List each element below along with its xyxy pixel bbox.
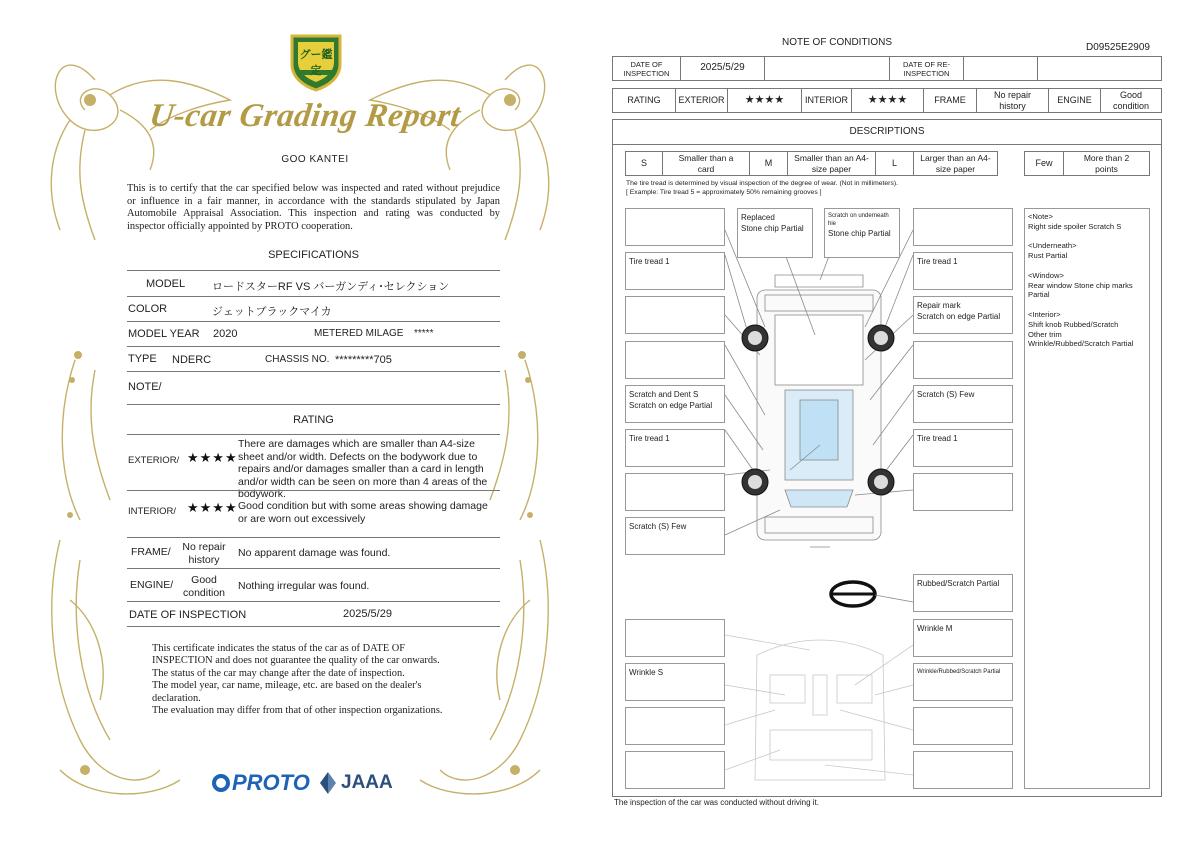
condition-box: Tire tread 1 <box>913 252 1013 290</box>
condition-box: Tire tread 1 <box>625 429 725 467</box>
date-of-reinspection-value <box>963 57 1037 80</box>
engine-label: ENGINE <box>1048 89 1100 112</box>
note-footer: The inspection of the car was conducted without driving it. <box>614 798 819 807</box>
condition-box <box>913 751 1013 789</box>
frame-description: No apparent damage was found. <box>238 547 391 559</box>
divider <box>127 296 500 297</box>
frame-value: No repair history <box>182 541 226 566</box>
legend-code: M <box>749 152 787 175</box>
divider <box>127 601 500 602</box>
chassis-label: CHASSIS NO. <box>265 354 330 365</box>
engine-label: ENGINE/ <box>130 579 174 591</box>
condition-box: Scratch (S) Few <box>913 385 1013 423</box>
condition-box: Repair mark Scratch on edge Partial <box>913 296 1013 334</box>
document-id: D09525E2909 <box>1086 42 1150 53</box>
badge-text: グー鑑定 <box>299 49 333 77</box>
condition-box: Replaced Stone chip Partial <box>737 208 813 258</box>
exterior-label: EXTERIOR/ <box>128 455 180 466</box>
jaaa-mark-icon <box>318 771 338 795</box>
frame-label: FRAME <box>923 89 976 112</box>
condition-box <box>625 473 725 511</box>
divider <box>127 537 500 538</box>
legend-code: S <box>640 158 647 169</box>
divider <box>127 626 500 627</box>
inspection-dates-row <box>612 56 1162 81</box>
legend-meaning: More than 2 points <box>1063 152 1149 175</box>
frame-value: No repair history <box>976 89 1048 112</box>
certificate-subtitle: GOO KANTEI <box>281 154 349 165</box>
proto-logo <box>212 770 310 796</box>
model-year-value: 2020 <box>213 328 238 340</box>
divider <box>612 144 1162 145</box>
divider <box>127 404 500 405</box>
divider <box>127 321 500 322</box>
metered-mileage-label: METERED MILAGE <box>314 328 404 339</box>
specifications-heading: SPECIFICATIONS <box>268 249 359 261</box>
exterior-description: There are damages which are smaller than A4-size sheet and/or width. Defects on the bodywork due to repairs and/or damages smaller than a card in length and/or width can be seen on more than 4 areas of the bodywork. <box>238 438 488 500</box>
legend-code: L <box>875 152 913 175</box>
disclaimer-line: The status of the car may change after the date of inspection. <box>152 667 405 679</box>
certificate-title: U-car Grading Report <box>147 98 463 134</box>
interior-description: Good condition but with some areas showing damage or are worn out excessively <box>238 500 488 525</box>
legend-meaning: Larger than an A4-size paper <box>913 152 997 175</box>
disclaimer-line: This certificate indicates the status of the car as of DATE OF <box>152 643 406 654</box>
condition-box <box>625 751 725 789</box>
condition-box <box>913 473 1013 511</box>
note-of-conditions <box>600 0 1200 848</box>
tire-note-example: [ Example: Tire tread 5 = approximately 50% remaining grooves ] <box>626 189 822 196</box>
condition-box: Wrinkle S <box>625 663 725 701</box>
note-label: NOTE/ <box>128 381 162 393</box>
damage-size-legend <box>625 151 998 176</box>
interior-label: INTERIOR <box>801 89 851 112</box>
model-year-label: MODEL YEAR <box>128 328 200 340</box>
date-of-inspection-label: DATE OF INSPECTION <box>129 609 247 621</box>
disclaimer-line: INSPECTION and does not guarantee the quality of the car onwards. <box>152 655 440 667</box>
condition-box-note: hie <box>828 221 837 227</box>
note-title: NOTE OF CONDITIONS <box>782 37 892 48</box>
disclaimer-line: declaration. <box>152 692 201 704</box>
condition-box <box>913 707 1013 745</box>
empty-cell <box>1037 57 1161 80</box>
jaaa-logo-text: JAAA <box>341 772 393 793</box>
condition-box-text: Stone chip Partial <box>828 229 891 238</box>
certificate-intro: This is to certify that the car specified below was inspected and rated without prejudice or influence in a fair manner, in accordance with the standards stipulated by Japan Automobile Appraisal Association. This inspection and rating was conducted by inspector officially appointed by PROTO cooperation. <box>127 183 500 232</box>
rating-row <box>612 88 1162 113</box>
metered-mileage-value: ***** <box>414 328 434 339</box>
condition-box: Tire tread 1 <box>913 429 1013 467</box>
descriptions-heading: DESCRIPTIONS <box>849 126 925 137</box>
exterior-stars: ★★★★ <box>187 450 238 465</box>
empty-cell <box>764 57 889 80</box>
engine-value: Good condition <box>182 574 226 599</box>
disclaimer-line: The model year, car name, mileage, etc. are based on the dealer's <box>152 680 422 692</box>
engine-value: Good condition <box>1100 89 1161 112</box>
divider <box>127 270 500 271</box>
condition-box <box>824 208 900 258</box>
goo-kantei-badge <box>288 30 344 92</box>
legend-meaning: Smaller than a card <box>662 152 749 175</box>
side-note: <Note> Right side spoiler Scratch S <Underneath> Rust Partial <Window> Rear window Stone chip marks Partial <Interior> Shift knob Rubbed/Scratch Other trim Wrinkle/Rubbed/Scratch Partial <box>1024 208 1150 789</box>
date-of-inspection-value: 2025/5/29 <box>680 57 764 80</box>
legend-code: Few <box>1035 158 1053 169</box>
divider <box>127 568 500 569</box>
condition-box <box>625 707 725 745</box>
condition-box: Wrinkle/Rubbed/Scratch Partial <box>913 663 1013 701</box>
condition-box <box>913 208 1013 246</box>
disclaimer <box>152 643 492 717</box>
exterior-stars: ★★★★ <box>727 89 801 112</box>
type-label: TYPE <box>128 353 157 365</box>
model-label: MODEL <box>146 278 186 290</box>
frame-label: FRAME/ <box>131 546 171 558</box>
jaaa-logo <box>318 770 393 796</box>
few-legend <box>1024 151 1150 176</box>
condition-box-note: Scratch on underneath <box>828 213 889 219</box>
condition-box <box>625 341 725 379</box>
date-of-inspection-label: DATE OF INSPECTION <box>623 59 670 78</box>
condition-box: Scratch and Dent S Scratch on edge Partial <box>625 385 725 423</box>
rating-heading: RATING <box>293 414 334 426</box>
chassis-value: *********705 <box>335 354 392 366</box>
condition-box <box>913 341 1013 379</box>
disclaimer-line: The evaluation may differ from that of other inspection organizations. <box>152 705 443 717</box>
engine-description: Nothing irregular was found. <box>238 580 370 592</box>
condition-box <box>625 208 725 246</box>
model-value: ロードスターRF VS バーガンディ･セレクション <box>212 281 450 293</box>
interior-stars: ★★★★ <box>851 89 923 112</box>
proto-logo-text: PROTO <box>232 770 310 795</box>
legend-meaning: Smaller than an A4-size paper <box>787 152 875 175</box>
tire-note: The tire tread is determined by visual inspection of the degree of wear. (Not in millimeters). <box>626 180 898 187</box>
type-value: NDERC <box>172 354 212 366</box>
condition-box: Scratch (S) Few <box>625 517 725 555</box>
date-of-reinspection-label: DATE OF RE-INSPECTION <box>889 57 963 80</box>
exterior-label: EXTERIOR <box>675 89 727 112</box>
divider <box>127 490 500 491</box>
proto-mark-icon <box>212 774 230 792</box>
color-value: ジェットブラックマイカ <box>212 306 332 318</box>
condition-box: Wrinkle M <box>913 619 1013 657</box>
divider <box>127 346 500 347</box>
interior-stars: ★★★★ <box>187 500 238 515</box>
color-label: COLOR <box>128 303 168 315</box>
condition-box: Tire tread 1 <box>625 252 725 290</box>
divider <box>127 371 500 372</box>
date-of-inspection-value: 2025/5/29 <box>343 608 392 620</box>
interior-label: INTERIOR/ <box>128 506 177 517</box>
condition-box <box>625 296 725 334</box>
divider <box>127 434 500 435</box>
rating-label: RATING <box>627 95 661 106</box>
condition-box: Rubbed/Scratch Partial <box>913 574 1013 612</box>
condition-box <box>625 619 725 657</box>
